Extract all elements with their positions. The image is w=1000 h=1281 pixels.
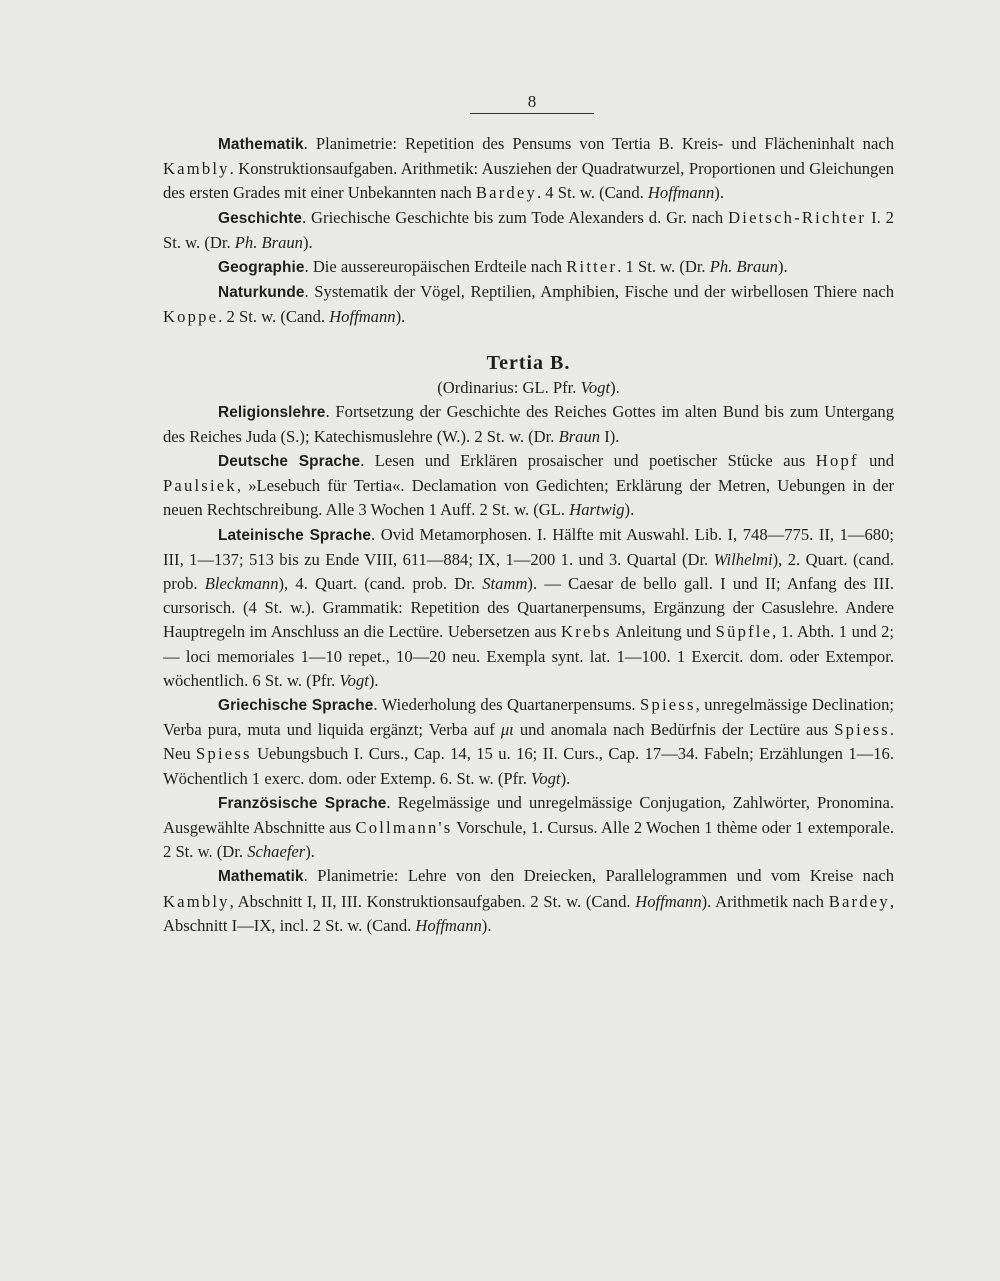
paragraph-text: ). [302, 232, 313, 252]
subject-heading: Lateinische Sprache [218, 526, 372, 544]
page-number-rule [470, 113, 594, 114]
subject-heading: Griechische Sprache [218, 697, 374, 715]
subject-heading: Geschichte [218, 209, 302, 227]
paragraph-text: ). [714, 183, 724, 203]
teacher-name: Braun [558, 426, 601, 446]
paragraph-text: . Regelmässige und unregelmässige Conjugation, Zahlwörter, Pronomina. Ausgewählte Abschnitte aus [163, 792, 894, 838]
paragraph-text: ), 2. Quart. (cand. prob. [163, 549, 894, 594]
paragraph-text: . Die aussereuropäischen Erdteile nach [304, 257, 567, 277]
paragraph-text: . 4 St. w. (Cand. [536, 183, 648, 203]
author-name: Krebs [561, 622, 612, 642]
author-name: Spiess [196, 744, 252, 764]
author-name: Kambly [163, 159, 230, 179]
paragraph-mathematik [163, 132, 894, 206]
author-name: Süpfle [715, 622, 773, 642]
page-body [163, 132, 894, 938]
paragraph-text: . Griechische Geschichte bis zum Tode Alexanders d. Gr. nach [301, 207, 729, 227]
paragraph-text: Anleitung und [611, 622, 716, 642]
paragraph-text: . Wiederholung des Quartanerpensums. [373, 695, 641, 715]
paragraph-text: ). — Caesar de bello gall. I und II; Anfang des III. cursorisch. (4 St. w.). Grammatik: Repetition des Quartanerpensums, Ergänzung der Casuslehre. Andere Hauptregeln im Anschluss an die Lectüre. Uebersetzen aus [163, 574, 894, 642]
page-number: 8 [527, 92, 537, 111]
teacher-name: Wilhelmi [713, 549, 773, 569]
section-heading [163, 350, 894, 400]
paragraph-text: ). [560, 768, 571, 788]
paragraph-text: , 1. Abth. 1 und 2; — loci memoriales 1—10 repet., 10—20 neu. Exempla synt. lat. 1—100. 1 Exercit. dom. oder Extempor. wöchentlich. 6 St. w. (Pfr. [163, 622, 894, 690]
paragraph-religionslehre [163, 400, 894, 449]
paragraph-text: , »Lesebuch für Tertia«. Declamation von Gedichten; Erklärung der Metren, Uebungen in der neuen Rechtschreibung. Alle 3 Wochen 1 Auff. 2 St. w. (GL. [163, 476, 894, 520]
teacher-name: Hoffmann [635, 891, 702, 911]
teacher-name: Hoffmann [329, 307, 396, 327]
author-name: Dietsch-Richter [728, 207, 867, 227]
section-title: Tertia B. [486, 351, 571, 374]
paragraph-text: . Ovid Metamorphosen. I. Hälfte mit Auswahl. Lib. I, 748—775. II, 1—680; III, 1—137; 513 bis zu Ende VIII, 611—884; IX, 1—200 1. und 3. Quartal (Dr. [163, 524, 895, 569]
paragraph-text: , Abschnitt I, II, III. Konstruktionsaufgaben. 2 St. w. (Cand. [229, 891, 636, 911]
paragraph-text: . 1 St. w. (Dr. [617, 257, 710, 277]
subject-heading: Mathematik [218, 868, 304, 886]
subject-heading: Mathematik [218, 136, 304, 153]
paragraph-text: I. 2 St. w. (Dr. [163, 207, 894, 252]
paragraph-text: ). [368, 670, 379, 690]
teacher-name: Ph. Braun [709, 257, 778, 277]
paragraph-text: , unregelmässige Declination; Verba pura, muta und liquida ergänzt; Verba auf [163, 695, 895, 740]
author-name: Bardey [475, 183, 537, 203]
ordinarius-label: (Ordinarius: GL. Pfr. [437, 377, 581, 397]
paragraph-naturkunde [163, 280, 894, 329]
teacher-name: Hoffmann [647, 183, 715, 203]
paragraph-text: ). [395, 307, 406, 327]
subject-heading: Geographie [218, 259, 305, 277]
author-name: Hopf [815, 451, 859, 471]
teacher-name: Hartwig [569, 500, 625, 520]
paragraph-text: Vorschule, 1. Cursus. Alle 2 Wochen 1 thème oder 1 extemporale. 2 St. w. (Dr. [163, 818, 894, 862]
author-name: Collmann's [355, 818, 453, 838]
teacher-name: μι [500, 720, 514, 740]
paragraph-geographie [163, 255, 894, 280]
author-name: Spiess [834, 720, 890, 740]
paragraph-text: ). Arithmetik nach [701, 891, 829, 911]
subject-paragraphs [163, 400, 894, 938]
author-name: Bardey [828, 891, 890, 911]
author-name: Ritter [566, 257, 618, 277]
paragraph-text: ), 4. Quart. (cand. prob. Dr. [278, 574, 483, 594]
author-name: Spiess [640, 695, 696, 715]
paragraph-franzoesische-sprache [163, 791, 894, 865]
intro-paragraphs [163, 132, 894, 330]
paragraph-text: ). [305, 842, 315, 862]
ordinarius-suffix: ). [610, 377, 620, 397]
paragraph-text: ). [777, 257, 788, 277]
teacher-name: Vogt [531, 768, 561, 788]
paragraph-text: . Neu [163, 720, 894, 764]
paragraph-text: ). [481, 915, 492, 935]
paragraph-geschichte [163, 206, 894, 255]
paragraph-text: und anomala nach Bedürfnis der Lectüre aus [513, 720, 835, 740]
subject-heading: Religionslehre [218, 403, 326, 421]
paragraph-text: . Planimetrie: Lehre von den Dreiecken, Parallelogrammen und vom Kreise nach [303, 866, 894, 886]
teacher-name: Bleckmann [204, 574, 279, 594]
ordinarius-name: Vogt [580, 377, 611, 397]
paragraph-deutsche-sprache [163, 449, 894, 523]
teacher-name: Vogt [339, 670, 369, 690]
paragraph-text: ). [624, 500, 635, 520]
author-name: Paulsiek [163, 476, 237, 496]
teacher-name: Hoffmann [415, 915, 482, 935]
subject-heading: Naturkunde [218, 284, 305, 302]
paragraph-lateinische-sprache [163, 523, 894, 693]
teacher-name: Schaefer [247, 842, 306, 862]
paragraph-text: . Konstruktionsaufgaben. Arithmetik: Ausziehen der Quadratwurzel, Proportionen und Gleichungen des ersten Grades mit einer Unbekannten nach [163, 159, 894, 203]
paragraph-text: und [858, 451, 894, 471]
paragraph-text: . Planimetrie: Repetition des Pensums von Tertia B. Kreis- und Flächeninhalt nach [303, 134, 894, 153]
paragraph-text: . Fortsetzung der Geschichte des Reiches Gottes im alten Bund bis zum Untergang des Reiches Juda (S.); Katechismuslehre (W.). 2 St. w. (Dr. [163, 401, 894, 446]
paragraph-mathematik-tertia-b [163, 864, 894, 938]
paragraph-text: Uebungsbuch I. Curs., Cap. 14, 15 u. 16; II. Curs., Cap. 17—34. Fabeln; Erzählungen 1—16. Wöchentlich 1 exerc. dom. oder Extemp. 6. St. w. (Pfr. [163, 744, 894, 788]
paragraph-text: , Abschnitt I—IX, incl. 2 St. w. (Cand. [163, 891, 894, 935]
author-name: Koppe [163, 307, 219, 327]
subject-heading: Französische Sprache [218, 794, 387, 812]
paragraph-griechische-sprache [163, 693, 894, 791]
paragraph-text: I). [600, 426, 620, 446]
paragraph-text: . Systematik der Vögel, Reptilien, Amphibien, Fische und der wirbellosen Thiere nach [304, 282, 894, 302]
author-name: Kambly [163, 891, 230, 911]
paragraph-text: . Lesen und Erklären prosaischer und poetischer Stücke aus [360, 451, 816, 471]
paragraph-text: . 2 St. w. (Cand. [218, 307, 330, 327]
page-header [467, 92, 597, 114]
teacher-name: Ph. Braun [234, 232, 303, 252]
teacher-name: Stamm [482, 574, 528, 594]
subject-heading: Deutsche Sprache [218, 453, 361, 471]
section-subtitle [163, 376, 894, 400]
